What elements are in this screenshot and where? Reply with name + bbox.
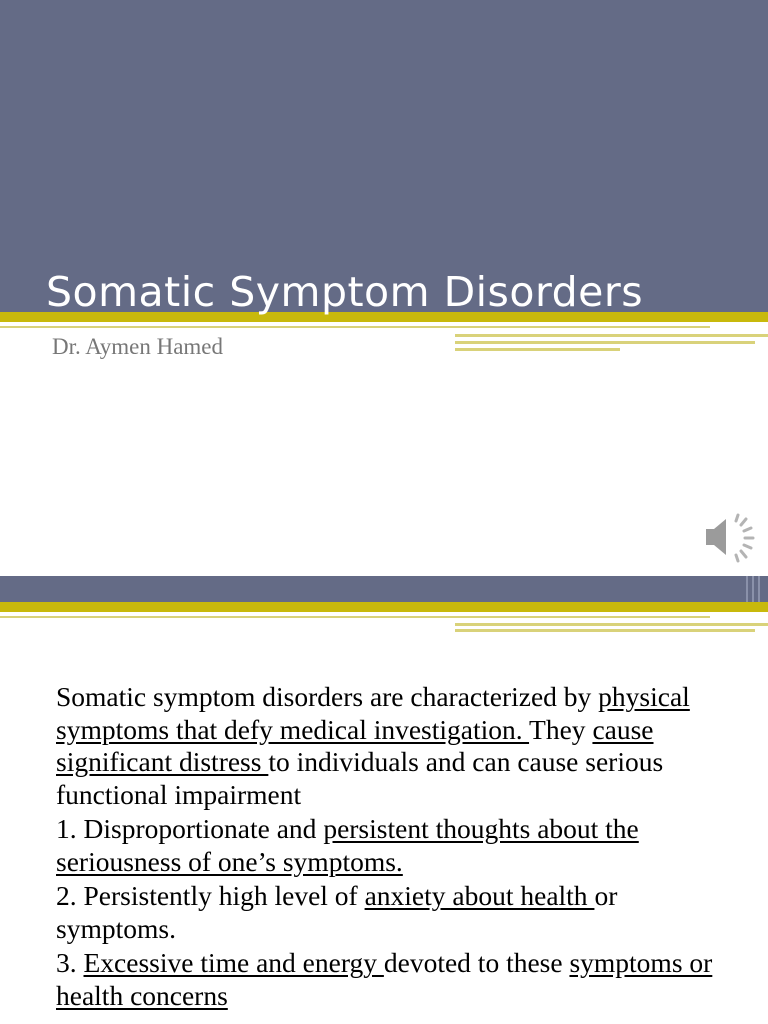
decorative-line — [752, 576, 754, 602]
decorative-line — [455, 629, 755, 632]
list-item-2: 2. Persistently high level of anxiety about health or symptoms. — [56, 880, 618, 944]
decorative-line — [758, 576, 760, 602]
slide-body — [56, 681, 736, 1012]
slide-subtitle: Dr. Aymen Hamed — [52, 334, 223, 359]
header-band — [0, 0, 768, 312]
decorative-line — [0, 616, 710, 618]
gold-stripe — [0, 602, 768, 612]
content-slide — [0, 576, 768, 1024]
speaker-icon[interactable] — [700, 510, 756, 564]
list-item-3: 3. Excessive time and energy devoted to these symptoms or health concerns — [56, 947, 713, 1011]
decorative-line — [0, 326, 710, 328]
slide-title: Somatic Symptom Disorders — [46, 268, 644, 316]
decorative-line — [746, 576, 748, 602]
intro-paragraph: Somatic symptom disorders are characterized by physical symptoms that defy medical investigation. They cause significant distress to individuals and can cause serious functional impairment — [56, 681, 690, 810]
header-band — [0, 576, 768, 602]
decorative-line — [455, 334, 768, 337]
decorative-line — [455, 341, 755, 344]
decorative-line — [455, 623, 768, 626]
list-item-1: 1. Disproportionate and persistent thoughts about the seriousness of one’s symptoms. — [56, 813, 639, 877]
decorative-line — [455, 348, 620, 351]
